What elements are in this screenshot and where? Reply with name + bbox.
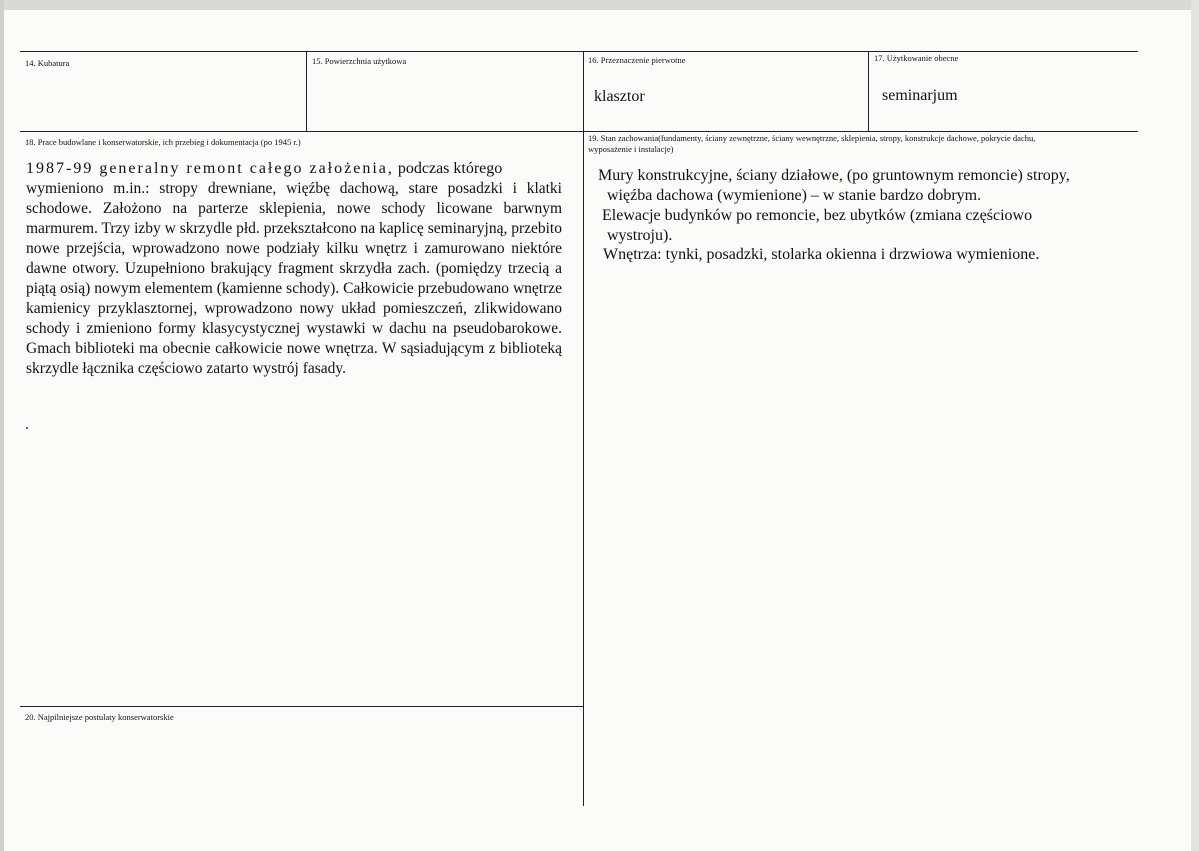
field-18-first-line-rest: podczas którego (393, 160, 503, 177)
field-19-label-line1: 19. Stan zachowania(fundamenty, ściany zewnętrzne, ściany wewnętrzne, sklepienia, stropy, konstrukcje dachowe, pokrycie dachu, (588, 133, 1036, 143)
section20-top-rule (20, 706, 583, 707)
field-18-label: 18. Prace budowlane i konserwatorskie, ich przebieg i dokumentacja (po 1945 r.) (25, 137, 301, 147)
field-19-line2: więźba dachowa (wymienione) – w stanie bardzo dobrym. (607, 187, 982, 204)
scan-edge-left (0, 0, 4, 851)
top-rule (20, 51, 1138, 52)
field-19-line4: wystroju). (607, 227, 673, 244)
stray-mark (26, 427, 28, 429)
scan-edge-right (1191, 0, 1199, 851)
scan-edge-top (0, 0, 1199, 10)
field-19-line1: Mury konstrukcyjne, ściany działowe, (po gruntownym remoncie) stropy, (598, 167, 1070, 184)
field-17-label: 17. Użytkowanie obecne (874, 53, 959, 63)
field-19-line3: Elewacje budynków po remoncie, bez ubytków (zmiana częściowo (602, 207, 1033, 224)
field-14-label: 14. Kubatura (25, 58, 70, 68)
divider-16-17 (868, 51, 869, 131)
field-18-body: wymieniono m.in.: stropy drewniane, więźbę dachową, stare posadzki i klatki schodowe. Założono na parterze sklepienia, nowe schody licowane barwnym marmurem. Trzy izby w skrzydle płd. przekształcono na kaplicę seminaryjną, przebito nowe przejścia, wprowadzono nowe podziały kilku wnętrz i zamurowano niektóre dawne otwory. Uzupełniono brakujący fragment skrzydła zach. (pomiędzy trzecią a piątą osią) nowym elementem (kamienne schody). Całkowicie przebudowano wnętrze kamienicy przyklasztornej, wprowadzono nowy układ pomieszczeń, zlikwidowano schody i zmieniono formy klasycystycznej wystawki w dachu na pseudobarokowe. Gmach biblioteki ma obecnie całkowicie nowe wnętrza. W sąsiadującym z biblioteką skrzydle łącznika częściowo zatarto wystrój fasady. (26, 180, 562, 377)
field-19-line5: Wnętrza: tynki, posadzki, stolarka okienna i drzwiowa wymienione. (603, 246, 1040, 263)
field-16-label: 16. Przeznaczenie pierwotne (588, 55, 686, 65)
row1-bottom-rule (20, 131, 1138, 132)
field-18-text (26, 159, 562, 379)
divider-14-15 (306, 51, 307, 131)
center-divider (583, 51, 584, 806)
field-18-first-line: 1987-99 generalny remont całego założenia, (26, 160, 394, 177)
field-16-value: klasztor (594, 88, 645, 105)
field-20-label: 20. Najpilniejsze postulaty konserwatorskie (25, 712, 174, 722)
field-15-label: 15. Powierzchnia użytkowa (312, 56, 407, 66)
field-19-label-line2: wyposażenie i instalacje) (588, 144, 674, 154)
field-17-value: seminarjum (882, 87, 958, 104)
